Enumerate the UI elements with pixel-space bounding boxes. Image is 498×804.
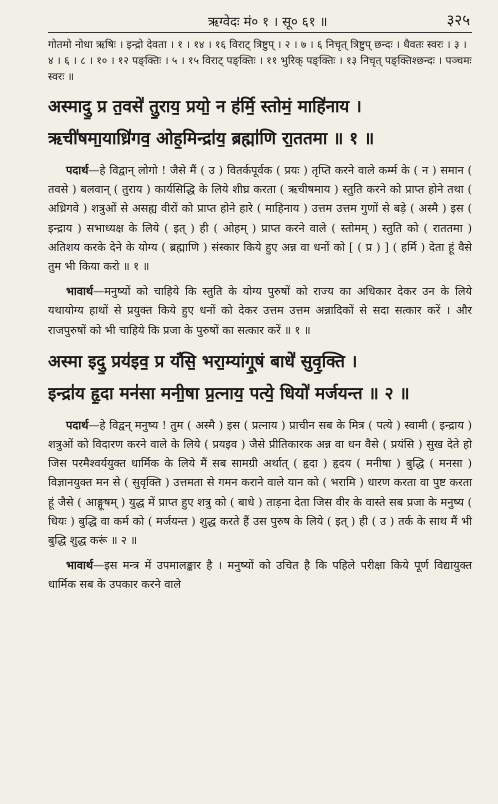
commentary-2 [48,416,472,595]
padartha-2-text: —हे विद्वन् मनुष्य ! तुम ( अस्मै ) इस ( प्रत्नाय ) प्राचीन सब के मित्र ( पत्ये ) स्वामी ( इन्द्राय ) शत्रुओं को विदारण करने वाले के लिये ( प्रयइव ) जैसे प्रीतिकारक अन्न वा धन वैसे ( प्रयंसि ) सुख देते हो जिस परमैश्वर्ययुक्त धार्मिक के लिये मैं सब सामग्री अर्थात् ( हृदा ) हृदय ( मनीषा ) बुद्धि ( मनसा ) विज्ञानयुक्त मन से ( सुवृक्ति ) उत्तमता से गमन कराने वाले यान को ( भरामि ) धारण करता वा पुष्ट करता हूं जैसे ( आङ्गूषम् ) युद्ध में प्राप्त हुए शत्रु को ( बाधे ) ताड़ना देता जिस वीर के वास्ते सब प्रजा के मनुष्य ( धियः ) बुद्धि वा कर्म को ( मर्जयन्त ) शुद्ध करते हैं उस पुरुष के लिये ( इत् ) ही ( उ ) तर्क के साथ मैं भी बुद्धि शुद्ध करूं ॥ २ ॥ [48,418,472,548]
padartha-1 [48,161,472,276]
mantra-1-line-2: ऋची॑षमा॒याध्रि॑गव॒ ओह॒मिन्द्रा॑य॒ ब्रह्मा॑णि रा॒ततमा ॥ १ ॥ [48,129,375,149]
bhavartha-label: भावार्थ [66,284,94,299]
mantra-2-line-2: इन्द्रा॑य हृ॒दा मन॑सा मनी॒षा प्र॒त्नाय॒ पत्ये॒ धियो॑ मर्जयन्त ॥ २ ॥ [48,383,410,404]
bhavartha-1-text: —मनुष्यों को चाहिये कि स्तुति के योग्य पुरुषों को राज्य का अधिकार देकर उन के लिये यथायोग्य हाथों से प्रयुक्त किये हुए धनों को देकर उत्तम उत्तम अन्नादिकों से सदा सत्कार करें । और राजपुरुषों को भी चाहिये कि प्रजा के पुरुषों का सत्कार करें ॥ १ ॥ [48,285,472,337]
mantra-2-line-1: अस्मा इदु॒ प्रय॑इव॒ प्र यं॑सि॒ भरा॒म्यांगू॒षं बाधे॑ सुवृ॒क्ति । [48,351,358,372]
bhavartha-2-text: —इस मन्त्र में उपमालङ्कार है । मनुष्यों को उचित है कि पहिले परीक्षा किये पूर्ण विद्यायुक्त धार्मिक सब के उपकार करने वाले [48,559,472,592]
bhavartha-1 [48,282,472,340]
mantra-1-line-1: अस्मादु॒ प्र त॒वसे॑ तु॒राय॒ प्रयो॒ न ह॑र्मि॒ स्तोमं॒ माहि॑नाय । [48,97,362,117]
mantra-metadata: गोतमो नोधा ऋषिः । इन्द्रो देवता । १ । १४ । १६ विराट् त्रिष्टुप् । २ । ७ । ६ निचृत् त्रिष्टुप् छन्दः । धैवतः स्वरः । ३ । ४ । ६ । ८ । १० । १२ पङ्क्तिः । ५ । १५ विराट् पङ्क्तिः । ११ भुरिक् पङ्क्तिः । १३ निचृत् पङ्क्तिश्छन्दः । पञ्चमः स्वरः ॥ [48,39,472,83]
commentary [48,161,472,340]
running-title: ऋग्वेदः मं० १ । सू० ६१ ॥ [208,15,328,30]
bhavartha-2 [48,556,472,594]
page-number: ३२५ [446,11,470,29]
page-header [48,10,472,33]
padartha-label: पदार्थ [66,417,89,432]
padartha-2 [48,416,472,550]
padartha-label: पदार्थ [66,163,89,177]
bhavartha-label: भावार्थ [66,558,94,573]
padartha-1-text: —हे विद्वान् लोगो ! जैसे मैं ( उ ) वितर्कपूर्वक ( प्रयः ) तृप्ति करने वाले कर्म्म के ( न ) समान ( तवसे ) बलवान् ( तुराय ) कार्यसिद्धि के लिये शीघ्र करता ( ऋचीषमाय ) स्तुति करने को प्राप्त होने तथा ( अध्रिगवे ) शत्रुओं से असह्य वीरों को प्राप्त होने हारे ( माहिनाय ) उत्तम उत्तम गुणों से बड़े ( अस्मै ) इस ( इन्द्राय ) सभाध्यक्ष के लिये ( इत् ) ही ( ओहम् ) प्राप्त करने वाले ( स्तोमम् ) स्तुति को ( राततमा ) अतिशय करके देने के योग्य ( ब्रह्माणि ) संस्कार किये हुए अन्न वा धनों को [ ( प्र ) ] ( हर्मि ) देता हूं वैसे तुम भी किया करो ॥ १ ॥ [48,164,472,274]
